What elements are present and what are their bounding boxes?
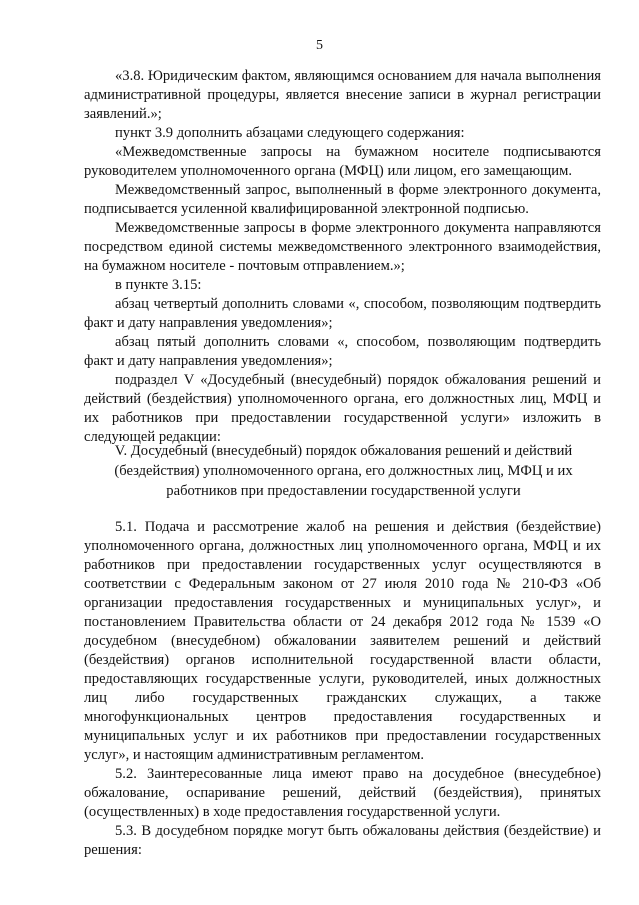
paragraph-subsection-v-intro: подраздел V «Досудебный (внесудебный) порядок обжалования решений и действий (бездействия) уполномоченного органа, его должностных лиц, МФЦ и их работников при предоставлении государственной услуги» изложить в следующей редакции: xyxy=(84,372,601,445)
paragraph-5-2: 5.2. Заинтересованные лица имеют право на досудебное (внесудебное) обжалование, оспаривание решений, действий (бездействия), принятых (осуществленных) в ходе предоставления государственной услуги. xyxy=(84,766,601,820)
section-v-heading: V. Досудебный (внесудебный) порядок обжалования решений и действий (бездействия) уполномоченного органа, его должностных лиц, МФЦ и их работников при предоставлении государственной услуги xyxy=(114,443,573,499)
paragraph-3-8: «3.8. Юридическим фактом, являющимся основанием для начала выполнения административной процедуры, является внесение записи в журнал регистрации заявлений.»; xyxy=(84,68,601,122)
section-v-text-block xyxy=(84,518,601,860)
paragraph-electronic-request-signature: Межведомственный запрос, выполненный в форме электронного документа, подписывается усиленной квалифицированной электронной подписью. xyxy=(84,182,601,217)
paragraph-paper-requests: «Межведомственные запросы на бумажном носителе подписываются руководителем уполномоченного органа (МФЦ) или лицом, его замещающим. xyxy=(84,144,601,179)
paragraph-electronic-requests-delivery: Межведомственные запросы в форме электронного документа направляются посредством единой системы межведомственного электронного взаимодействия, на бумажном носителе - почтовым отправлением.»; xyxy=(84,220,601,274)
paragraph-5-3: 5.3. В досудебном порядке могут быть обжалованы действия (бездействие) и решения: xyxy=(84,823,601,858)
paragraph-5-1: 5.1. Подача и рассмотрение жалоб на решения и действия (бездействие) уполномоченного органа, должностных лиц уполномоченного органа, МФЦ и их работников при предоставлении государственных услуг осуществляются в соответствии с Федеральным законом от 27 июля 2010 года № 210-ФЗ «Об организации предоставления государственных и муниципальных услуг», и постановлением Правительства области от 24 декабря 2012 года № 1539 «О досудебном (внесудебном) обжаловании заявителем решений и действий (бездействия) органов исполнительной государственной власти области, предоставляющих государственные услуги, руководителей, иных должностных лиц либо государственных гражданских служащих, а также многофункциональных центров предоставления государственных и муниципальных услуг и их работников при предоставлении государственных услуг», и настоящим административным регламентом. xyxy=(84,519,601,763)
page-number: 5 xyxy=(316,38,323,53)
amendments-text-block xyxy=(84,67,601,447)
paragraph-3-15-intro: в пункте 3.15: xyxy=(115,277,202,293)
paragraph-abzac-4: абзац четвертый дополнить словами «, способом, позволяющим подтвердить факт и дату направления уведомления»; xyxy=(84,296,601,331)
paragraph-3-9-intro: пункт 3.9 дополнить абзацами следующего содержания: xyxy=(115,125,465,141)
paragraph-abzac-5: абзац пятый дополнить словами «, способом, позволяющим подтвердить факт и дату направления уведомления»; xyxy=(84,334,601,369)
